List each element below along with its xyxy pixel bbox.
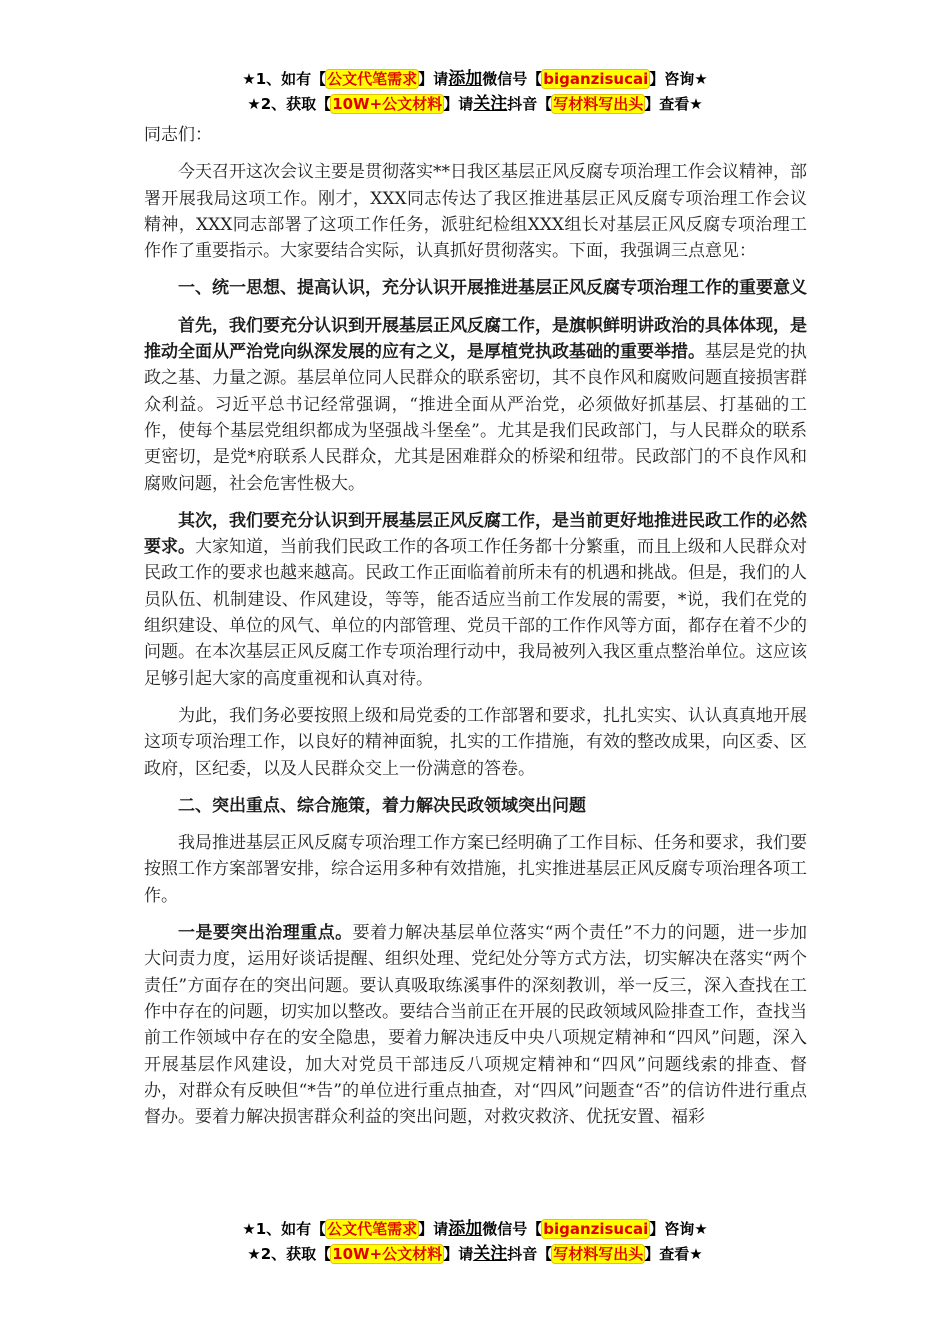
banner-emphasis: 关注 bbox=[473, 94, 508, 114]
banner-text: 】咨询★ bbox=[649, 70, 708, 88]
banner-text: ★1、如有【 bbox=[242, 1220, 327, 1238]
banner-text: ★2、获取【 bbox=[247, 1245, 332, 1263]
paragraph-plan: 我局推进基层正风反腐专项治理工作方案已经明确了工作目标、任务和要求，我们要按照工作方案部署安排，综合运用多种有效措施，扎实推进基层正风反腐专项治理各项工作。 bbox=[144, 833, 807, 906]
banner-douyin-id: 写材料写出头 bbox=[553, 1245, 644, 1263]
paragraph-text: 大家知道，当前我们民政工作的各项工作任务都十分繁重，而且上级和人民群众对民政工作的要求也越来越高。民政工作正面临着前所未有的机遇和挑战。但是，我们的人员队伍、机制建设、作风建设，等等，能否适应当前工作发展的需要，*说，我们在党的组织建设、单位的风气、单位的内部管理、党员干部的工作作风等方面，都存在着不少的问题。在本次基层正风反腐工作专项治理行动中，我局被列入我区重点整治单位。这应该足够引起大家的高度重视和认真对待。 bbox=[144, 537, 807, 689]
paragraph-lead: 首先，我们要充分认识到开展基层正风反腐工作，是旗帜鲜明讲政治的具体体现，是推动全面从严治党向纵深发展的应有之义，是厚植党执政基础的重要举措。 bbox=[144, 315, 807, 363]
paragraph-text: 要着力解决基层单位落实“两个责任”不力的问题，进一步加大问责力度，运用好谈话提醒、组织处理、党纪处分等方式方法，切实解决在落实“两个责任”方面存在的突出问题。要认真吸取练溪事件的深刻教训，举一反三，深入查找在工作中存在的问题，切实加以整改。要结合当前正在开展的民政领域风险排查工作，查找当前工作领域中存在的安全隐患，要着力解决违反中央八项规定精神和“四风”问题，深入开展基层作风建设，加大对党员干部违反八项规定精神和“四风”问题线索的排查、督办，对群众有反映但“*告”的单位进行重点抽查，对“四风”问题查“否”的信访件进行重点督办。要着力解决损害群众利益的突出问题，对救灾救济、优抚安置、福彩 bbox=[144, 923, 808, 1128]
paragraph-conclusion: 为此，我们务必要按照上级和局党委的工作部署和要求，扎扎实实、认认真真地开展这项专项治理工作，以良好的精神面貌，扎实的工作措施，有效的整改成果，向区委、区政府，区纪委，以及人民群众交上一份满意的答卷。 bbox=[144, 705, 807, 779]
banner-douyin-id: 写材料写出头 bbox=[553, 95, 644, 113]
banner-text: 】咨询★ bbox=[649, 1220, 708, 1238]
banner-text: 】请 bbox=[418, 70, 449, 88]
banner-text: 】请 bbox=[418, 1220, 449, 1238]
greeting: 同志们： bbox=[144, 125, 212, 145]
paragraph-text: 基层是党的执政之基、力量之源。基层单位同人民群众的联系密切，其不良作风和腐败问题直接损害群众利益。习近平总书记经常强调，“推进全面从严治党，必须做好抓基层、打基础的工作，使每个基层党组织都成为坚强战斗堡垒”。尤其是我们民政部门，与人民群众的联系更密切，是党*府联系人民群众，尤其是困难群众的桥梁和纽带。民政部门的不良作风和腐败问题，社会危害性极大。 bbox=[144, 342, 807, 494]
banner-text: 抖音【 bbox=[507, 1245, 553, 1263]
paragraph-first-point bbox=[144, 313, 807, 497]
paragraph-lead: 一是要突出治理重点。 bbox=[178, 923, 353, 944]
banner-text: 】请 bbox=[443, 95, 474, 113]
banner-text: 微信号【 bbox=[482, 1220, 543, 1238]
banner-text: ★2、获取【 bbox=[247, 95, 332, 113]
header-banner-line-2 bbox=[0, 93, 950, 115]
banner-text: 微信号【 bbox=[482, 70, 543, 88]
paragraph-intro: 今天召开这次会议主要是贯彻落实**日我区基层正风反腐专项治理工作会议精神，部署开展我局这项工作。刚才，XXX同志传达了我区推进基层正风反腐专项治理工作会议精神，XXX同志部署了这项工作任务，派驻纪检组XXX组长对基层正风反腐专项治理工作作了重要指示。大家要结合实际，认真抓好贯彻落实。下面，我强调三点意见： bbox=[144, 162, 807, 262]
footer-banner-line-2 bbox=[0, 1243, 950, 1265]
header-banner-line-1 bbox=[0, 68, 950, 90]
paragraph-second-point bbox=[144, 508, 807, 692]
banner-text: 】查看★ bbox=[644, 95, 703, 113]
footer-banner-line-1 bbox=[0, 1218, 950, 1240]
section-heading-2: 二、突出重点、综合施策，着力解决民政领域突出问题 bbox=[178, 795, 586, 816]
banner-wechat-id: biganzisucai bbox=[543, 1220, 649, 1238]
banner-emphasis: 关注 bbox=[473, 1244, 508, 1264]
banner-text: 】查看★ bbox=[644, 1245, 703, 1263]
paragraph-focus bbox=[144, 920, 807, 1130]
banner-text: 】请 bbox=[443, 1245, 474, 1263]
section-heading-1: 一、统一思想、提高认识，充分认识开展推进基层正风反腐专项治理工作的重要意义 bbox=[178, 278, 807, 299]
banner-highlight: 10W+公文材料 bbox=[332, 1245, 443, 1263]
banner-emphasis: 添加 bbox=[448, 69, 483, 89]
banner-text: ★1、如有【 bbox=[242, 70, 327, 88]
banner-wechat-id: biganzisucai bbox=[543, 70, 649, 88]
banner-text: 抖音【 bbox=[507, 95, 553, 113]
banner-emphasis: 添加 bbox=[448, 1219, 483, 1239]
banner-highlight: 10W+公文材料 bbox=[332, 95, 443, 113]
banner-highlight: 公文代笔需求 bbox=[327, 1220, 418, 1238]
banner-highlight: 公文代笔需求 bbox=[327, 70, 418, 88]
document-body bbox=[144, 122, 807, 1130]
paragraph-lead: 其次，我们要充分认识到开展基层正风反腐工作，是当前更好地推进民政工作的必然要求。 bbox=[144, 510, 807, 558]
